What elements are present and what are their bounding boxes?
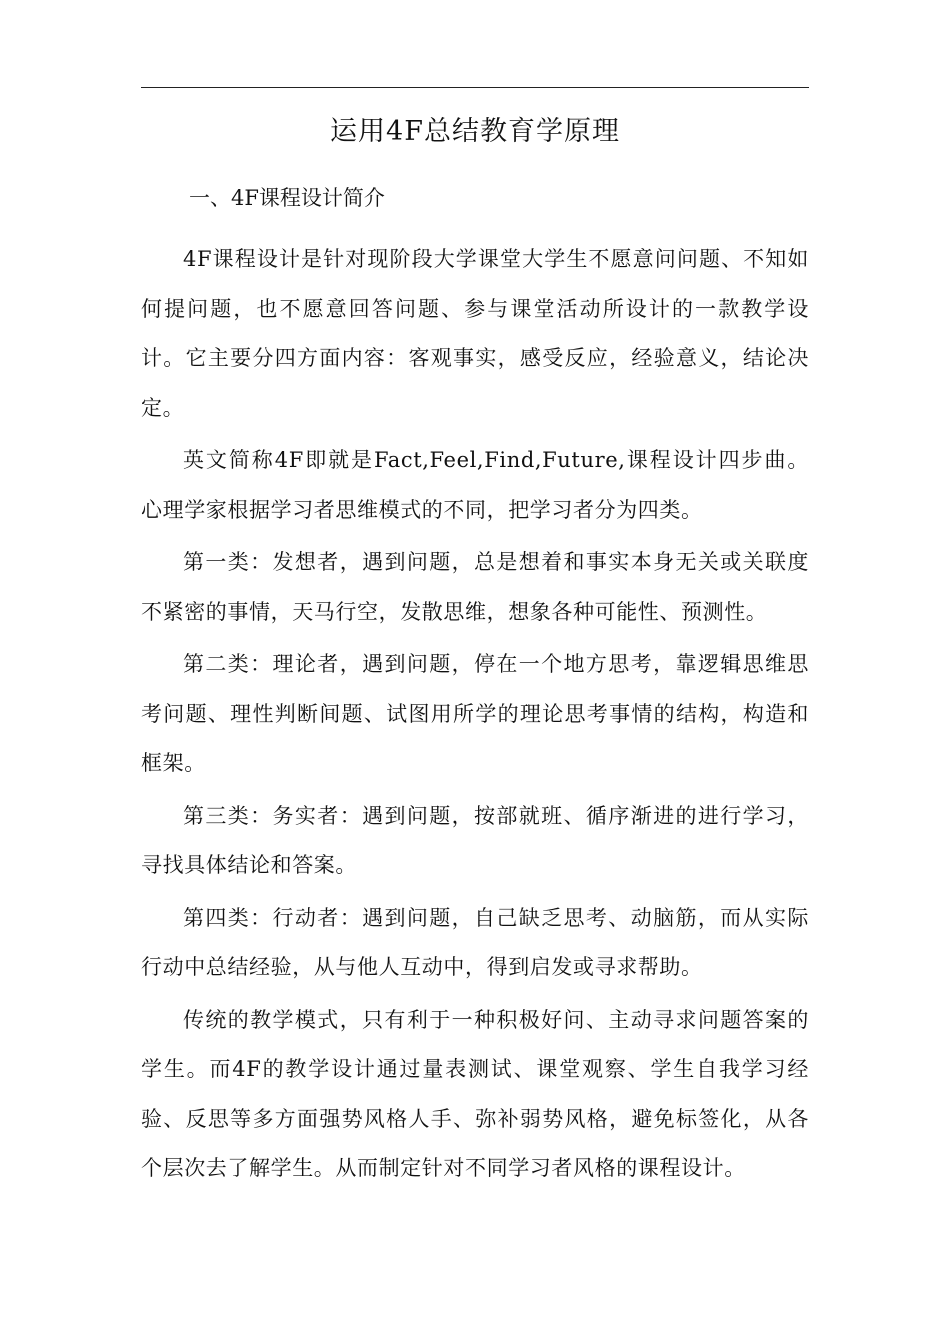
paragraph-4f-abbreviation: 英文简称4F即就是Fact,Feel,Find,Future,课程设计四步曲。心理学家根据学习者思维模式的不同，把学习者分为四类。 — [141, 448, 809, 522]
header-rule — [141, 87, 809, 88]
paragraph-type-two: 第二类：理论者，遇到问题，停在一个地方思考，靠逻辑思维思考问题、理性判断间题、试图用所学的理论思考事情的结构，构造和框架。 — [141, 652, 809, 775]
body-text — [141, 235, 809, 1197]
document-title: 运用4F总结教育学原理 — [330, 116, 620, 147]
paragraph-type-three: 第三类：务实者：遇到问题，按部就班、循序渐进的进行学习，寻找具体结论和答案。 — [141, 803, 809, 877]
paragraph-traditional-teaching: 传统的教学模式，只有利于一种积极好问、主动寻求问题答案的学生。而4F的教学设计通过量表测试、课堂观察、学生自我学习经验、反思等多方面强势风格人手、弥补弱势风格，避免标签化，从各个层次去了解学生。从而制定针对不同学习者风格的课程设计。 — [141, 1007, 809, 1180]
paragraph-type-one: 第一类：发想者，遇到问题，总是想着和事实本身无关或关联度不紧密的事情，天马行空，发散思维，想象各种可能性、预测性。 — [141, 550, 809, 624]
paragraph-intro: 4F课程设计是针对现阶段大学课堂大学生不愿意问问题、不知如何提问题，也不愿意回答问题、参与课堂活动所设计的一款教学设计。它主要分四方面内容：客观事实，感受反应，经验意义，结论决定。 — [141, 247, 809, 420]
section-heading: 一、4F课程设计简介 — [189, 186, 385, 210]
paragraph-type-four: 第四类：行动者：遇到问题，自己缺乏思考、动脑筋，而从实际行动中总结经验，从与他人互动中，得到启发或寻求帮助。 — [141, 905, 809, 979]
